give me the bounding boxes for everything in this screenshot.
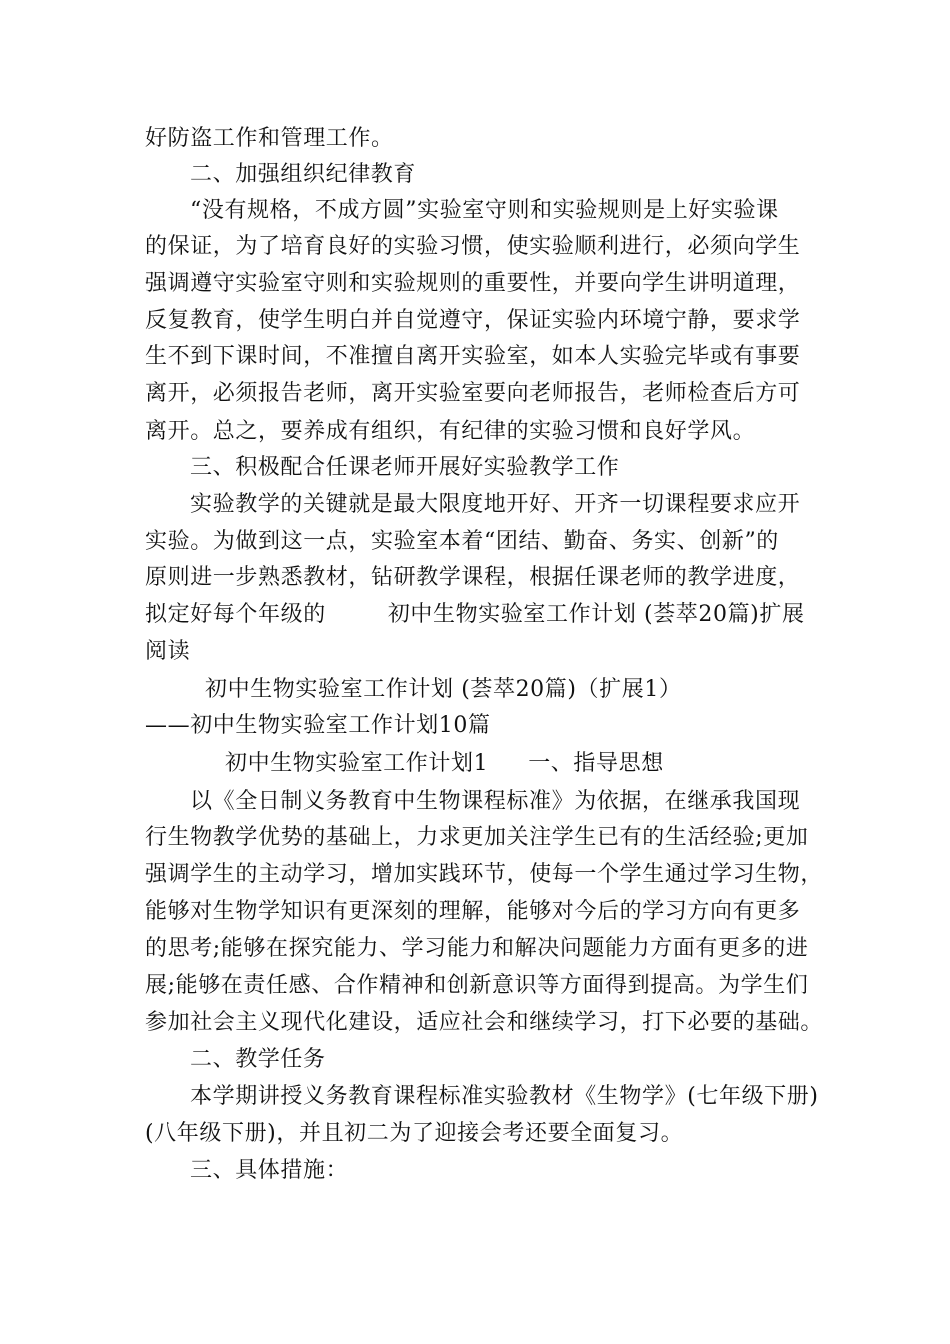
plan-title: 初中生物实验室工作计划1	[225, 751, 489, 776]
text-line: 强调遵守实验室守则和实验规则的重要性，并要向学生讲明道理，	[145, 271, 801, 296]
text-line: 实验。为做到这一点，实验室本着“团结、勤奋、务实、创新”的	[145, 529, 779, 554]
text-line: 原则进一步熟悉教材，钻研教学课程，根据任课老师的教学进度，	[145, 565, 801, 590]
extended-subtitle: ——初中生物实验室工作计划10篇	[145, 713, 491, 738]
text-line: 能够对生物学知识有更深刻的理解，能够对今后的学习方向有更多	[145, 899, 801, 924]
extended-reading-title: 初中生物实验室工作计划 (荟萃20篇)扩展	[387, 602, 805, 627]
extended-title: 初中生物实验室工作计划 (荟萃20篇)（扩展1）	[205, 677, 682, 702]
text-line: 离开。总之，要养成有组织，有纪律的实验习惯和良好学风。	[145, 419, 756, 444]
section-heading: 三、积极配合任课老师开展好实验教学工作	[190, 455, 620, 480]
text-line: 以《全日制义务教育中生物课程标准》为依据，在继承我国现	[190, 789, 801, 814]
text-fragment: 拟定好每个年级的	[145, 602, 326, 627]
section-heading: 二、教学任务	[190, 1047, 326, 1072]
text-line: 实验教学的关键就是最大限度地开好、开齐一切课程要求应开	[190, 492, 801, 517]
text-line: 好防盗工作和管理工作。	[145, 126, 394, 151]
text-line: 的保证，为了培育良好的实验习惯，使实验顺利进行，必须向学生	[145, 234, 801, 259]
text-line: 本学期讲授义务教育课程标准实验教材《生物学》(七年级下册)	[190, 1084, 819, 1109]
text-line: 展;能够在责任感、合作精神和创新意识等方面得到提高。为学生们	[145, 973, 809, 998]
section-heading: 二、加强组织纪律教育	[190, 162, 417, 187]
section-heading: 一、指导思想	[528, 751, 664, 776]
text-line: 的思考;能够在探究能力、学习能力和解决问题能力方面有更多的进	[145, 936, 809, 961]
text-line: “没有规格，不成方圆”实验室守则和实验规则是上好实验课	[190, 198, 779, 223]
text-line: 行生物教学优势的基础上，力求更加关注学生已有的生活经验;更加	[145, 825, 809, 850]
text-line: (八年级下册)，并且初二为了迎接会考还要全面复习。	[145, 1121, 684, 1146]
text-line: 阅读	[145, 639, 191, 664]
plan-heading	[225, 749, 664, 779]
section-heading: 三、具体措施：	[190, 1158, 349, 1183]
text-line: 生不到下课时间，不准擅自离开实验室，如本人实验完毕或有事要	[145, 344, 801, 369]
text-line	[145, 600, 805, 630]
text-line: 反复教育，使学生明白并自觉遵守，保证实验内环境宁静，要求学	[145, 308, 801, 333]
text-line: 离开，必须报告老师，离开实验室要向老师报告，老师检查后方可	[145, 381, 801, 406]
text-line: 参加社会主义现代化建设，适应社会和继续学习，打下必要的基础。	[145, 1010, 824, 1035]
text-line: 强调学生的主动学习，增加实践环节，使每一个学生通过学习生物，	[145, 862, 824, 887]
